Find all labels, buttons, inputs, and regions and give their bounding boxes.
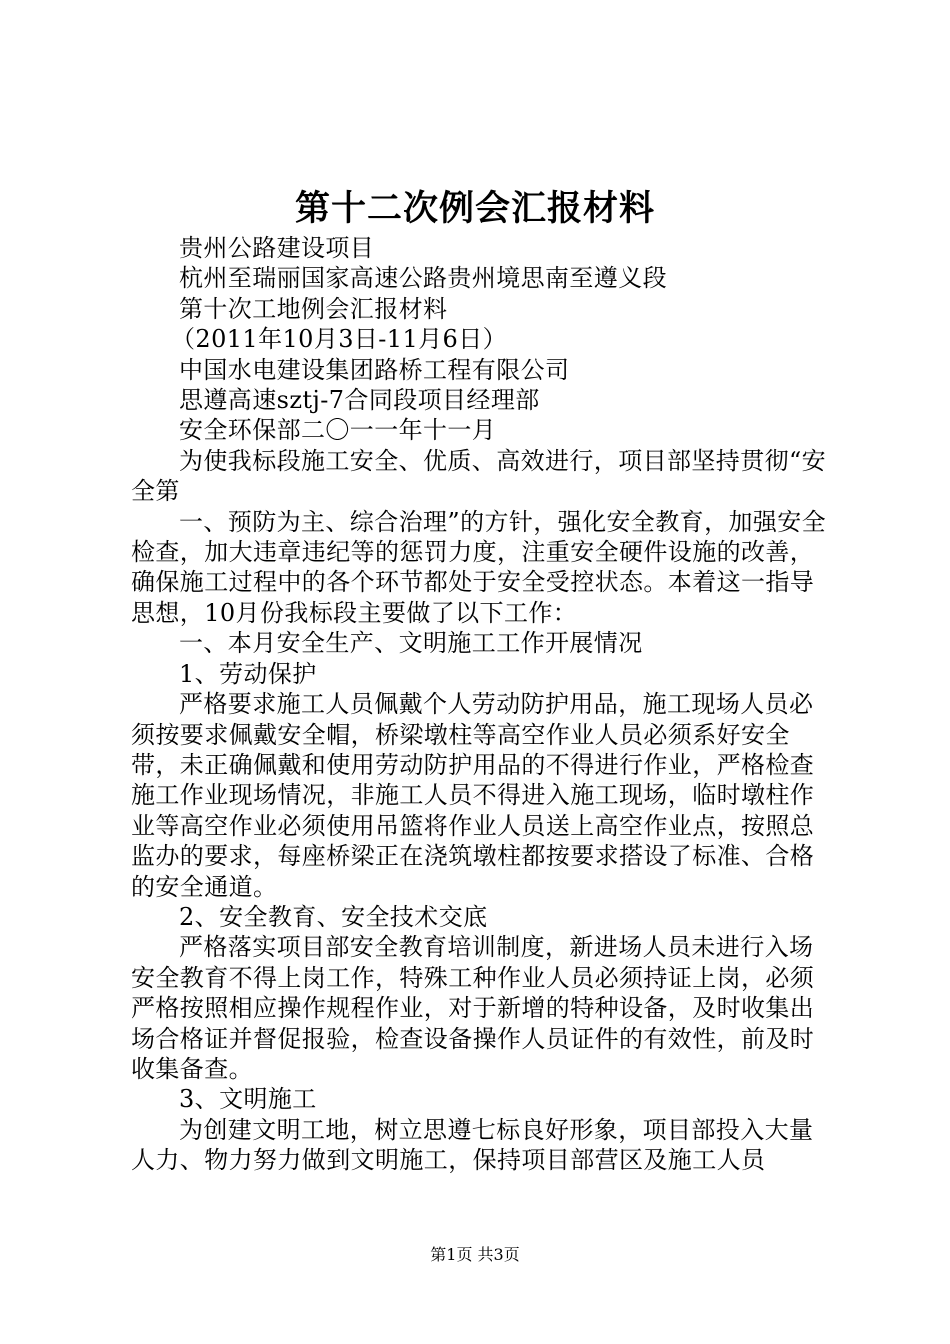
- page-footer: 第1页 共3页: [430, 1245, 520, 1264]
- paragraph: 一、预防为主、综合治理”的方针，强化安全教育，加强安全检查，加大违章违纪等的惩罚力度，注重安全硬件设施的改善，确保施工过程中的各个环节都处于安全受控状态。本着这一指导思想，10月份我标段主要做了以下工作：: [131, 507, 827, 627]
- paragraph: 3、文明施工: [179, 1085, 317, 1114]
- paragraph: 为创建文明工地，树立思遵七标良好形象，项目部投入大量人力、物力努力做到文明施工，保持项目部营区及施工人员: [131, 1115, 814, 1175]
- paragraph: 第十次工地例会汇报材料: [179, 294, 448, 323]
- paragraph: 为使我标段施工安全、优质、高效进行，项目部坚持贯彻“安全第: [131, 446, 827, 506]
- paragraph: 一、本月安全生产、文明施工工作开展情况: [179, 629, 643, 658]
- paragraph: 安全环保部二〇一一年十一月: [179, 416, 497, 445]
- paragraph: 严格落实项目部安全教育培训制度，新进场人员未进行入场安全教育不得上岗工作，特殊工种作业人员必须持证上岗，必须严格按照相应操作规程作业，对于新增的特种设备，及时收集出场合格证并督促报验，检查设备操作人员证件的有效性，前及时收集备查。: [131, 933, 815, 1083]
- paragraph: （2011年10月3日-11月6日）: [171, 325, 508, 354]
- paragraph: 中国水电建设集团路桥工程有限公司: [179, 355, 570, 384]
- document-body: [131, 233, 831, 1176]
- paragraph: 贵州公路建设项目: [179, 234, 375, 262]
- paragraph: 杭州至瑞丽国家高速公路贵州境思南至遵义段: [179, 264, 667, 293]
- paragraph: 严格要求施工人员佩戴个人劳动防护用品，施工现场人员必须按要求佩戴安全帽，桥梁墩柱等高空作业人员必须系好安全带，未正确佩戴和使用劳动防护用品的不得进行作业，严格检查施工作业现场情况，非施工人员不得进入施工现场，临时墩柱作业等高空作业必须使用吊篮将作业人员送上高空作业点，按照总监办的要求，每座桥梁正在浇筑墩柱都按要求搭设了标准、合格的安全通道。: [131, 690, 815, 901]
- paragraph: 1、劳动保护: [179, 659, 317, 688]
- paragraph: 思遵高速sztj-7合同段项目经理部: [179, 386, 540, 415]
- document-title: 第十二次例会汇报材料: [294, 188, 655, 229]
- paragraph: 2、安全教育、安全技术交底: [179, 902, 488, 931]
